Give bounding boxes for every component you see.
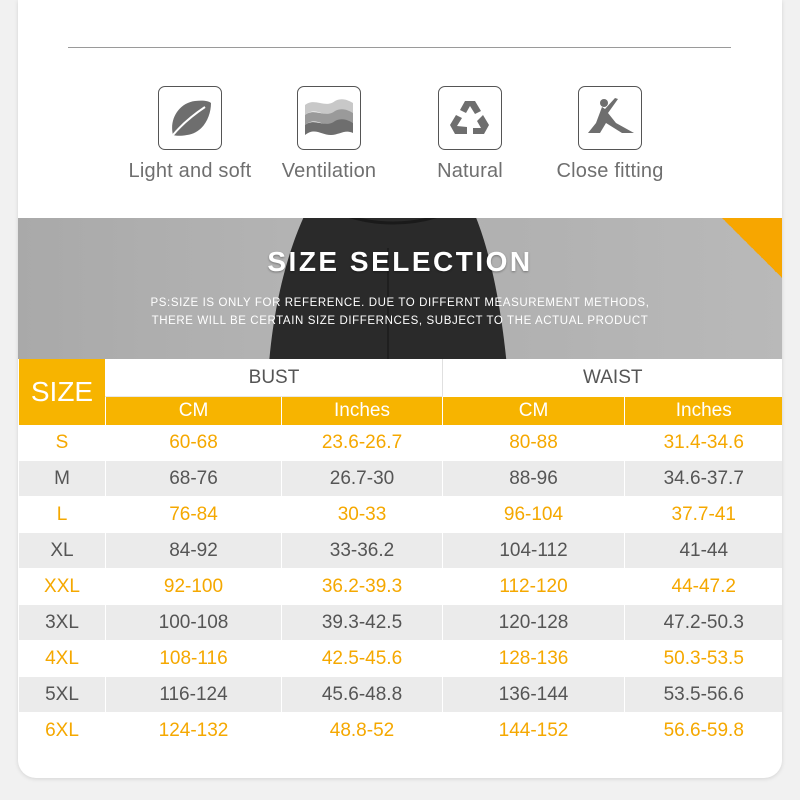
measurement-cell: 104-112 <box>443 533 625 569</box>
measurement-cell: 108-116 <box>106 641 282 677</box>
banner-note <box>18 294 782 330</box>
wave-layers-icon <box>297 86 361 150</box>
measurement-cell: 53.5-56.6 <box>625 677 783 713</box>
measurement-cell: 100-108 <box>106 605 282 641</box>
measurement-cell: 76-84 <box>106 497 282 533</box>
unit-header: Inches <box>625 397 783 426</box>
measurement-cell: 120-128 <box>443 605 625 641</box>
measurement-cell: 92-100 <box>106 569 282 605</box>
bust-group-header: BUST <box>106 359 443 397</box>
table-row <box>19 461 783 497</box>
size-cell: L <box>19 497 106 533</box>
measurement-cell: 41-44 <box>625 533 783 569</box>
measurement-cell: 96-104 <box>443 497 625 533</box>
table-row <box>19 605 783 641</box>
measurement-cell: 56.6-59.8 <box>625 713 783 749</box>
feature-list <box>18 86 782 196</box>
divider-line <box>68 47 731 48</box>
size-cell: 3XL <box>19 605 106 641</box>
measurement-cell: 112-120 <box>443 569 625 605</box>
measurement-cell: 44-47.2 <box>625 569 783 605</box>
measurement-cell: 124-132 <box>106 713 282 749</box>
measurement-cell: 116-124 <box>106 677 282 713</box>
measurement-cell: 50.3-53.5 <box>625 641 783 677</box>
waist-group-header: WAIST <box>443 359 783 397</box>
table-row <box>19 677 783 713</box>
feature-label: Light and soft <box>128 160 252 182</box>
size-cell: XXL <box>19 569 106 605</box>
measurement-cell: 30-33 <box>282 497 443 533</box>
measurement-cell: 136-144 <box>443 677 625 713</box>
size-column-header: SIZE <box>19 359 106 425</box>
table-row <box>19 569 783 605</box>
measurement-cell: 39.3-42.5 <box>282 605 443 641</box>
size-cell: XL <box>19 533 106 569</box>
size-cell: 6XL <box>19 713 106 749</box>
table-header-units <box>19 397 783 426</box>
size-cell: 4XL <box>19 641 106 677</box>
feature-label: Ventilation <box>281 160 377 182</box>
measurement-cell: 88-96 <box>443 461 625 497</box>
measurement-cell: 42.5-45.6 <box>282 641 443 677</box>
feature-light-soft <box>115 86 265 183</box>
table-header-groups <box>19 359 783 397</box>
size-cell: S <box>19 425 106 461</box>
measurement-cell: 23.6-26.7 <box>282 425 443 461</box>
measurement-cell: 60-68 <box>106 425 282 461</box>
feature-ventilation <box>254 86 404 183</box>
measurement-cell: 45.6-48.8 <box>282 677 443 713</box>
table-body <box>19 425 783 749</box>
table-row <box>19 713 783 749</box>
banner-note-line: PS:SIZE IS ONLY FOR REFERENCE. DUE TO DIFFERNT MEASUREMENT METHODS, <box>150 297 650 309</box>
unit-header: Inches <box>282 397 443 426</box>
measurement-cell: 33-36.2 <box>282 533 443 569</box>
table-row <box>19 497 783 533</box>
banner-title: SIZE SELECTION <box>267 246 533 277</box>
measurement-cell: 26.7-30 <box>282 461 443 497</box>
measurement-cell: 68-76 <box>106 461 282 497</box>
recycle-icon <box>438 86 502 150</box>
size-chart-table <box>18 359 782 749</box>
table-row <box>19 641 783 677</box>
feature-natural <box>395 86 545 183</box>
feature-close-fitting <box>535 86 685 183</box>
measurement-cell: 47.2-50.3 <box>625 605 783 641</box>
measurement-cell: 80-88 <box>443 425 625 461</box>
shorts-photo <box>228 218 548 359</box>
size-cell: 5XL <box>19 677 106 713</box>
measurement-cell: 36.2-39.3 <box>282 569 443 605</box>
size-selection-banner <box>18 218 782 359</box>
unit-header: CM <box>106 397 282 426</box>
banner-note-line: THERE WILL BE CERTAIN SIZE DIFFERNCES, SUBJECT TO THE ACTUAL PRODUCT <box>151 315 649 327</box>
product-card <box>18 0 782 778</box>
measurement-cell: 48.8-52 <box>282 713 443 749</box>
yoga-pose-icon <box>578 86 642 150</box>
table-row <box>19 533 783 569</box>
measurement-cell: 144-152 <box>443 713 625 749</box>
size-cell: M <box>19 461 106 497</box>
measurement-cell: 37.7-41 <box>625 497 783 533</box>
unit-header: CM <box>443 397 625 426</box>
measurement-cell: 128-136 <box>443 641 625 677</box>
leaf-icon <box>158 86 222 150</box>
feature-label: Close fitting <box>556 160 664 182</box>
table-row <box>19 425 783 461</box>
measurement-cell: 31.4-34.6 <box>625 425 783 461</box>
measurement-cell: 34.6-37.7 <box>625 461 783 497</box>
measurement-cell: 84-92 <box>106 533 282 569</box>
feature-label: Natural <box>437 160 503 182</box>
